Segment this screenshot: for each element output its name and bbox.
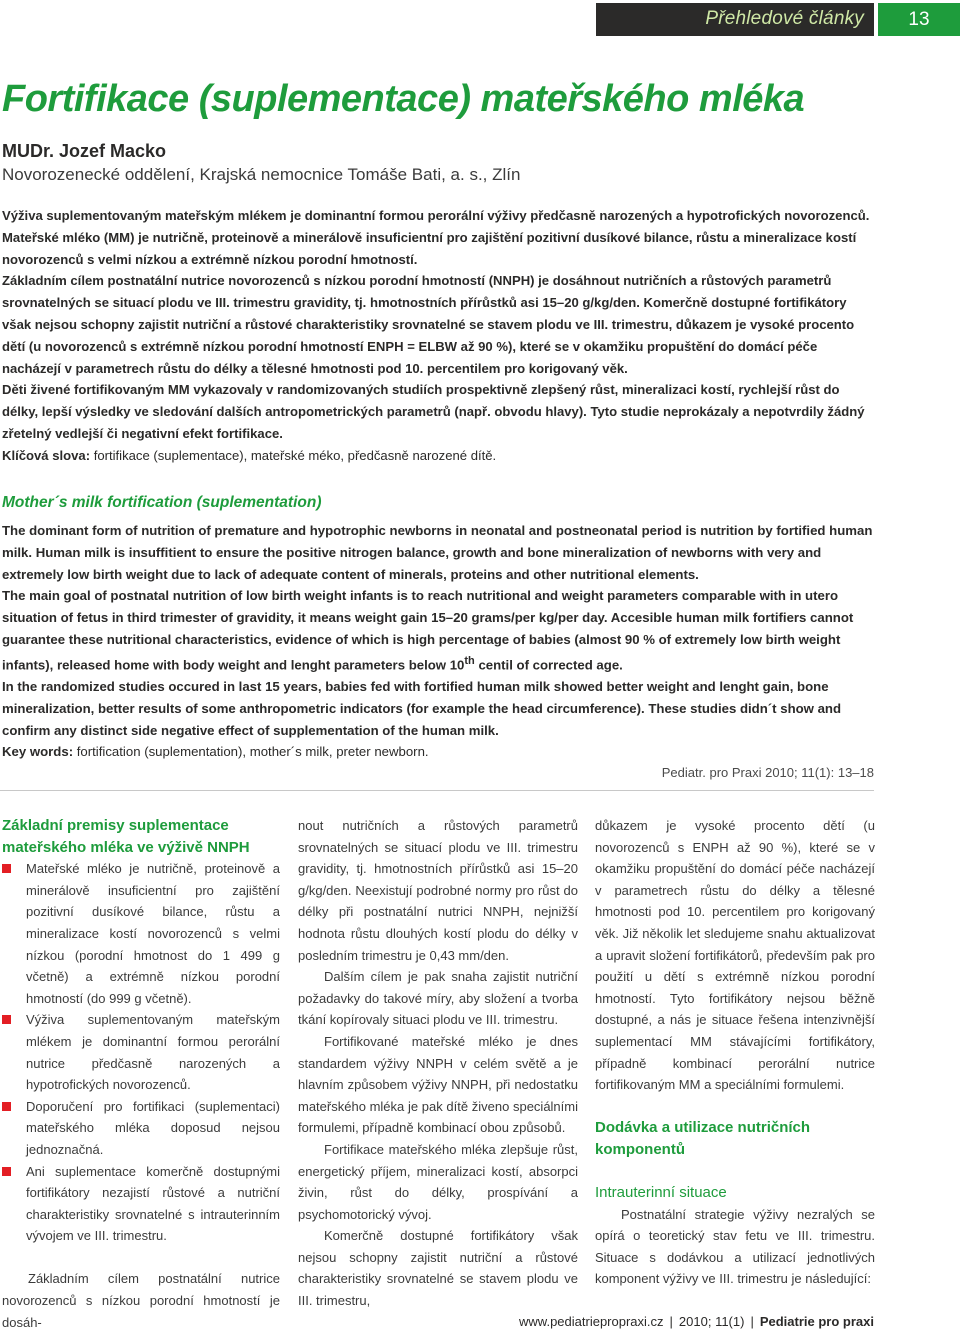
body-paragraph: Dalším cílem je pak snaha zajistit nutriční požadavky do takové míry, aby složení a tvorba tkání kopírovaly situaci plodu ve III. trimestru. — [298, 969, 578, 1028]
column-1 — [2, 815, 280, 1333]
abstract-text: The main goal of postnatal nutrition of low birth weight infants is to reach nutritional and weight parameters comparable with in utero situation of fetus in third trimester of gravidity, it means weight gain 15–20 grams/per kg/per day. Accesible human milk fortifiers cannot guarantee these nutritional characteristics, evidence of which is high percentage of babies (almost 90 % of extremely low birth weight infants), released home with body weight and lenght parameters below 10 — [2, 588, 854, 673]
body-paragraph: Komerčně dostupné fortifikátory však nejsou schopny zajistit nutriční a růstové charakteristiky srovnatelné se stavem plodu ve III. trimestru, — [298, 1228, 578, 1309]
author-affiliation: Novorozenecké oddělení, Krajská nemocnice Tomáše Bati, a. s., Zlín — [2, 165, 521, 184]
list-item-text: Ani suplementace komerčně dostupnými fortifikátory nezajistí růstové a nutriční charakteristiky srovnatelné s intrauterinním vývojem ve III. trimestru. — [26, 1163, 280, 1244]
list-item-text: Výživa suplementovaným mateřským mlékem je dominantní formou perorální nutrice předčasně narozených a hypotrofických novorozenců. — [26, 1012, 280, 1093]
bullet-square-icon — [2, 1015, 11, 1024]
article-title: Fortifikace (suplementace) mateřského mléka — [2, 78, 805, 120]
section-header-bar — [596, 3, 874, 36]
abstract-english — [2, 520, 876, 763]
list-item — [2, 1009, 280, 1095]
journal-name: Pediatrie pro praxi — [759, 1314, 874, 1329]
abstract-paragraph: Výživa suplementovaným mateřským mlékem je dominantní formou perorální výživy předčasně narozených a hypotrofických novorozenců. Mateřské mléko (MM) je nutričně, proteinově a minerálově insuficientní pro zajištění pozitivní dusíkové bilance, růstu a mineralizace kostí novorozenců s velmi nízkou a extrémně nízkou porodní hmotností. — [2, 208, 870, 267]
keywords-text: fortification (suplementation), mother´s milk, preter newborn. — [73, 744, 429, 760]
list-item — [2, 858, 280, 1009]
abstract-paragraph: In the randomized studies occured in last 15 years, babies fed with fortified human milk showed better weight and lenght gain, bone mineralization, better results of some anthropometric indicators (for example the head circumference). These studies didn´t show and confirm any distinct side negative effect of supplementation of the human milk. — [2, 678, 842, 738]
abstract-paragraph: Děti živené fortifikovaným MM vykazovaly v randomizovaných studiích prospektivně zlepšený růst, mineralizaci kostí, rychlejší růst do délky, lepší výsledky ve sledování dalších antropometrických parametrů (např. obvodu hlavy). Tyto studie neprokázaly a nepotvrdily žádný zřetelný vedlejší či negativní efekt fortifikace. — [2, 382, 865, 441]
body-paragraph: Fortifikace mateřského mléka zlepšuje růst, energetický příjem, mineralizaci kostí, absorpci živin, růst do délky, prospívání a psychomotorický vývoj. — [298, 1141, 578, 1222]
citation: Pediatr. pro Praxi 2010; 11(1): 13–18 — [661, 765, 874, 780]
bullet-square-icon — [2, 1167, 11, 1176]
page-number: 13 — [878, 3, 960, 36]
abstract-paragraph: The dominant form of nutrition of premature and hypotrophic newborns in neonatal and postneonatal period is nutrition by fortified human milk. Human milk is insuffitient to ensure the positive nitrogen balance, growth and bone mineralization of newborns with very and extremely low birth weight due to lack of adequate content of minerals, proteins and other nutritional elements. — [2, 523, 873, 582]
section-label: Přehledové články — [705, 8, 864, 29]
list-item — [2, 1096, 280, 1161]
list-item — [2, 1161, 280, 1247]
abstract-paragraph: Základním cílem postnatální nutrice novorozenců s nízkou porodní hmotností (NNPH) je dosáhnout nutričních a růstových parametrů srovnatelných se situací plodu ve III. trimestru gravidity, tj. hmotnostních přírůstků asi 15–20 g/kg/den. Komerčně dostupné fortifikátory však nejsou schopny zajistit nutriční a růstové charakteristiky srovnatelné se stavem plodu ve III. trimestru, důkazem je vysoké procento dětí (u novorozenců s extrémně nízkou porodní hmotností ENPH = ELBW až 90 %), které se v okamžiku propuštění do domácí péče nacházejí v parametrech růstu do délky a tělesné hmotnosti pod 10. percentilem pro korigovaný věk. — [2, 273, 855, 376]
issue-info: 2010; 11(1) — [678, 1314, 745, 1329]
abstract-paragraph — [2, 585, 876, 676]
keywords-line — [2, 445, 874, 467]
column-2 — [298, 815, 578, 1312]
english-title: Mother´s milk fortification (suplementation) — [2, 494, 322, 511]
body-paragraph: Základním cílem postnatální nutrice novorozenců s nízkou porodní hmotností je dosáh- — [2, 1271, 280, 1330]
list-item-text: Doporučení pro fortifikaci (suplementaci) mateřského mléka doposud nejsou jednoznačná. — [26, 1098, 280, 1157]
body-paragraph: nout nutričních a růstových parametrů srovnatelných se situací plodu ve III. trimestru gravidity, tj. hmotnostních přírůstků asi 15–20 g/kg/den. Neexistují podrobné normy pro růst do délky při postnatální nutrici NNPH, nejnižší hodnota růstu dlouhých kostí plodu do délky v posledním trimestru je 0,43 mm/den. — [298, 818, 578, 963]
subsection-heading: Intrauterinní situace — [595, 1184, 727, 1202]
journal-url[interactable]: www.pediatriepropraxi.cz — [519, 1314, 664, 1329]
divider — [0, 790, 874, 791]
premises-list — [2, 858, 280, 1247]
section-heading: Dodávka a utilizace nutričních komponentů — [595, 1119, 811, 1158]
author-name: MUDr. Jozef Macko — [2, 141, 167, 161]
keywords-text: fortifikace (suplementace), mateřské méko, předčasně narozené dítě. — [90, 447, 497, 463]
keywords-label: Klíčová slova: — [2, 447, 91, 463]
superscript: th — [464, 654, 475, 667]
body-paragraph: Fortifikované mateřské mléko je dnes standardem výživy NNPH v celém světě a je hlavním způsobem výživy NNPH, při nedostatku mateřského mléka je pak dítě živeno speciálními formulemi, případně kombinací obou způsobů. — [298, 1033, 578, 1136]
abstract-czech — [2, 205, 874, 467]
abstract-text: centil of corrected age. — [474, 657, 623, 673]
column-3 — [595, 815, 875, 1290]
page-footer: www.pediatriepropraxi.cz | 2010; 11(1) | Pediatrie pro praxi — [519, 1314, 874, 1329]
keywords-line — [2, 741, 876, 763]
section-heading: Základní premisy suplementace mateřského mléka ve výživě NNPH — [2, 817, 250, 856]
body-paragraph: Postnatální strategie výživy nezralých se opírá o teoretický stav fetu ve III. trimestru. Situace s dodávkou a utilizací jednotlivých komponent výživy ve III. trimestru je následující: — [595, 1206, 875, 1287]
bullet-square-icon — [2, 1102, 11, 1111]
body-paragraph: důkazem je vysoké procento dětí (u novorozenců s ENPH až 90 %), které se v okamžiku propuštění do domácí péče nacházejí v parametrech růstu do délky a tělesné hmotnosti pod 10. percentilem pro korigovaný věk. Již několik let sledujeme snahu aktualizovat a upravit složení fortifikátorů, především pak pro použití u dětí s extrémně nízkou porodní hmotností. Tyto fortifikátory nejsou běžně dostupné, a nás je situace řešena intenzivnější suplementací MM stávajícími fortifikátory, případně kombinací perorální nutrice fortifikovaným MM a speciálními formulemi. — [595, 818, 875, 1093]
keywords-label: Key words: — [2, 744, 74, 760]
bullet-square-icon — [2, 864, 11, 873]
list-item-text: Mateřské mléko je nutričně, proteinově a minerálově insuficientní pro zajištění pozitivní dusíkové bilance, růstu a mineralizace kostí novorozenců s velmi nízkou (porodní hmotnost do 1 499 g včetně) a extrémně nízkou porodní hmotností (do 999 g včetně). — [26, 861, 280, 1006]
